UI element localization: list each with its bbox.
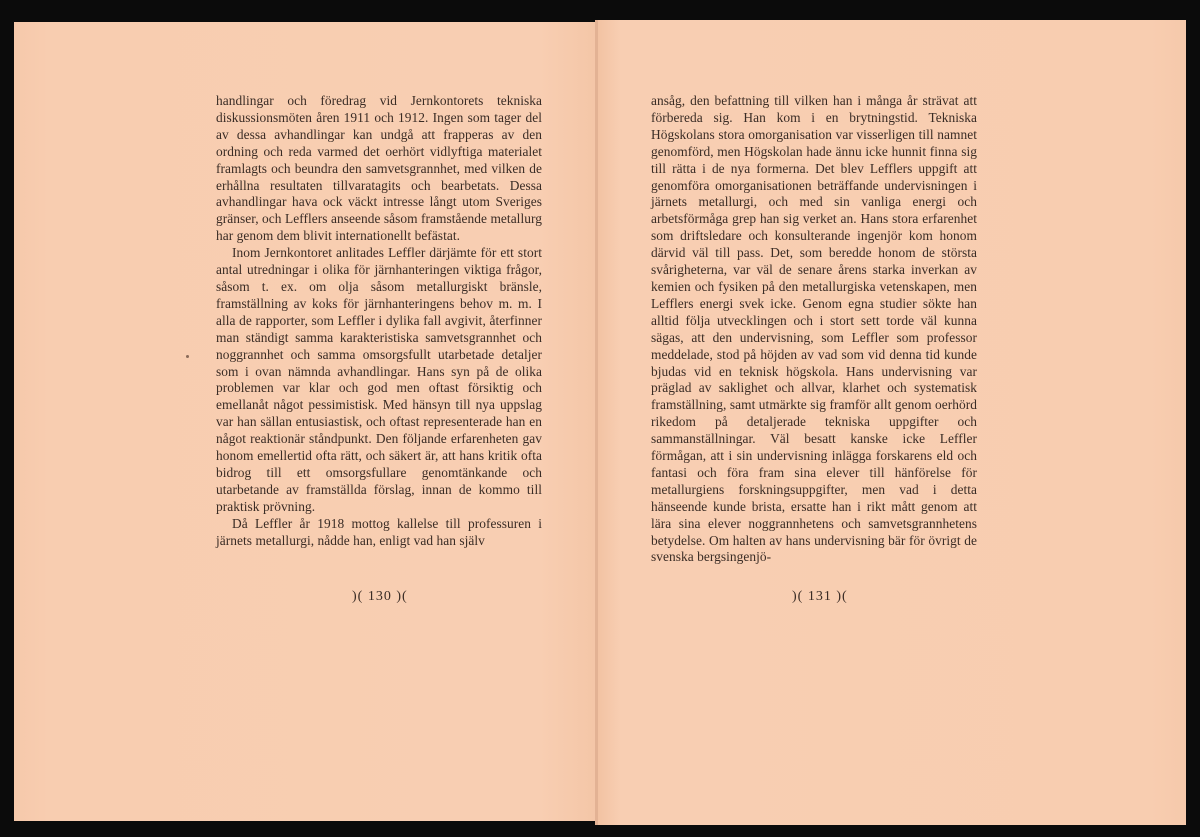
left-page-body (216, 93, 542, 549)
left-paragraph-1: handlingar och föredrag vid Jernkontorets tekniska diskussionsmöten åren 1911 och 1912. Ingen som tager del av dessa avhandlingar kan undgå att frapperas av den ordning och reda varmed det oerhört vidlyftiga materialet framlagts och beundra den samvetsgrannhet, med vilken de erhållna resultaten tillvaratagits och bearbetats. Dessa avhandlingar hava ock väckt intresse långt utom Sveriges gränser, och Lefflers anseende såsom framstående metallurg har genom dem blivit internationellt befästat. (216, 93, 542, 244)
left-page-number: )( 130 )( (352, 589, 408, 604)
book-gutter (595, 20, 598, 825)
right-paragraph-1: ansåg, den befattning till vilken han i många år strävat att förbereda sig. Han kom i en brytningstid. Tekniska Högskolans stora omorganisation var visserligen till namnet genomförd, men Högskolan hade ännu icke hunnit finna sig till rätta i de nya formerna. Det blev Lefflers uppgift att genomföra omorganisationen beträffande undervisningen i järnets metallurgi, och med sin vanliga energi och arbetsförmåga grep han sig verket an. Hans stora erfarenhet som driftsledare och konsulterande ingenjör kom honom därvid väl till pass. Det, som beredde honom de största svårigheterna, var väl de senare årens starka inverkan av kemien och fysiken på den metallurgiska vetenskapen, men Lefflers energi svek icke. Genom egna studier sökte han alltid följa utvecklingen och i stort sett torde väl kunna sägas, att den undervisning, som Leffler som professor meddelade, stod på höjden av vad som vid denna tid kunde bjudas vid en teknisk högskola. Hans undervisning var präglad av saklighet och allvar, klarhet och systematisk framställning, samt utmärkte sig framför allt genom oerhörd rikedom på detaljerade tekniska uppgifter och sammanställningar. Väl besatt kanske icke Leffler förmågan, att i sin undervisning inlägga forskarens eld och fantasi och föra fram sina elever till hänförelse för metallurgiens forskningsuppgifter, men vad i detta hänseende kunde brista, ersatte han i rikt mått genom att lära sina elever noggrannhetens och samvetsgrannhetens betydelse. Om halten av hans undervisning bär för övrigt de svenska bergsingenjö- (651, 93, 977, 565)
right-page-body (651, 93, 977, 566)
right-page-number: )( 131 )( (792, 589, 848, 604)
left-paragraph-3: Då Leffler år 1918 mottog kallelse till professuren i järnets metallurgi, nådde han, enligt vad han själv (216, 515, 542, 548)
left-paragraph-2: Inom Jernkontoret anlitades Leffler därjämte för ett stort antal utredningar i olika för järnhanteringen viktiga frågor, såsom t. ex. om olja såsom metallurgiskt bränsle, framställning av koks för järnhanteringens behov m. m. I alla de rapporter, som Leffler i dylika fall avgivit, återfinner man ständigt samma karakteristiska samvetsgrannhet och noggrannhet och samma omsorgsfullt utarbetade detaljer som i ovan nämnda avhandlingar. Hans syn på de olika problemen var klar och god men oftast försiktig och emellanåt något pessimistisk. Med hänsyn till nya uppslag var han sällan entusiastisk, och oftast representerade han en något reaktionär ståndpunkt. Den följande erfarenheten gav honom emellertid ofta rätt, och säkert är, att hans kritik ofta bidrog till ett omsorgsfullare genomtänkande och utarbetande av framställda förslag, innan de kommo till praktisk prövning. (216, 245, 542, 514)
paper-speck (186, 355, 189, 358)
